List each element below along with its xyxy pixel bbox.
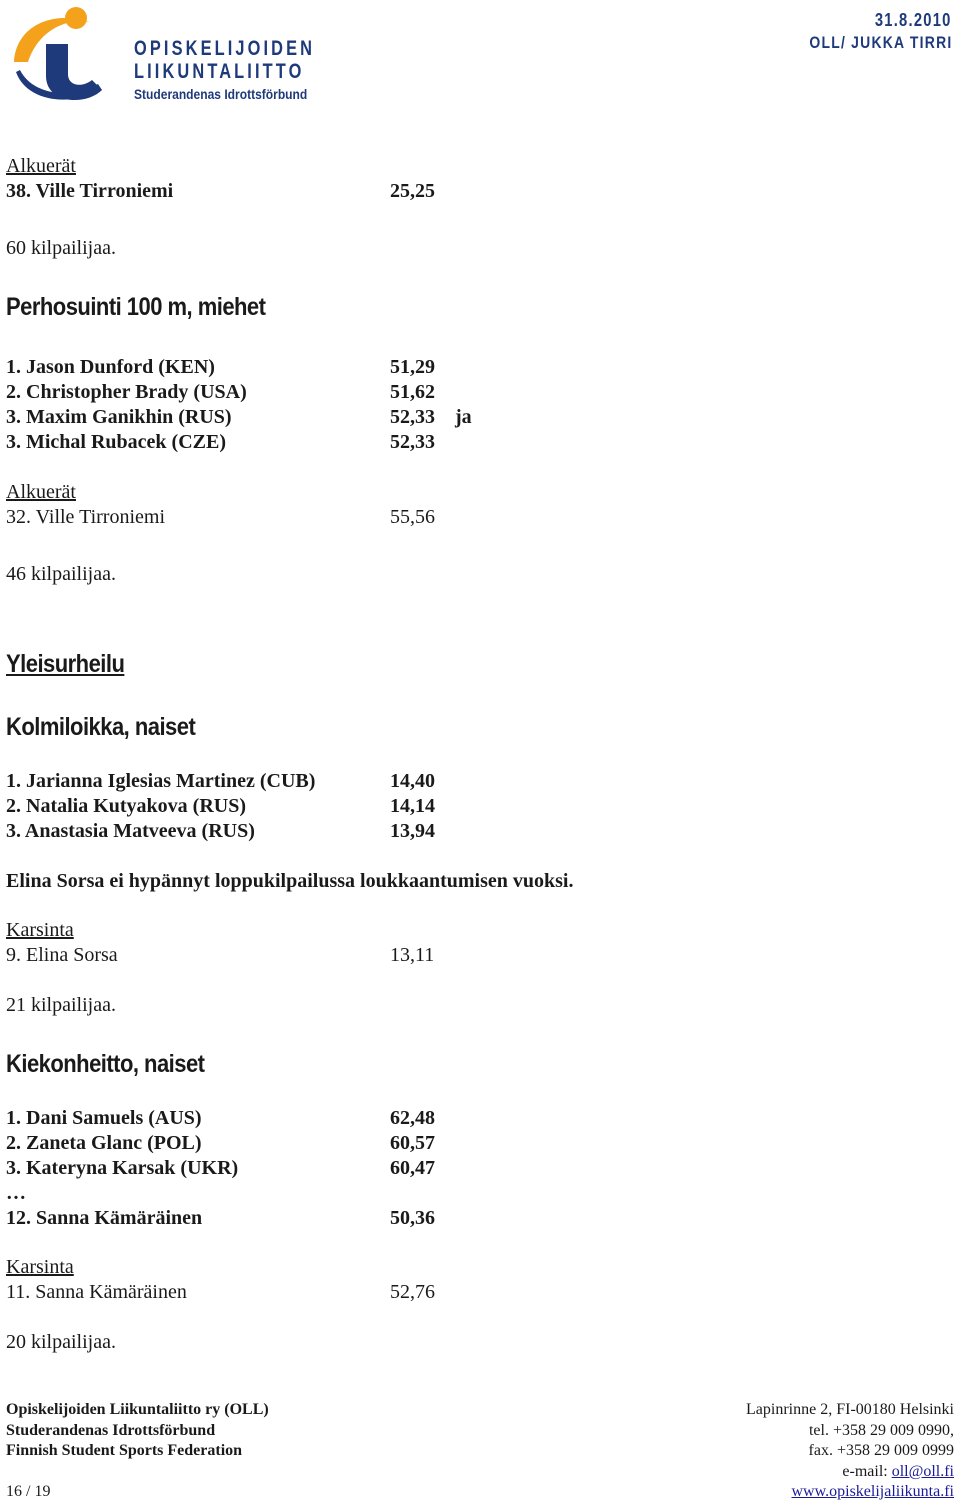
section-title: Yleisurheilu (6, 650, 125, 678)
logo-text-line2: LIIKUNTALIITTO (134, 60, 305, 83)
result-value: 50,36 (390, 1207, 435, 1229)
result-name: 3. Michal Rubacek (CZE) (6, 431, 226, 453)
result-name: 9. Elina Sorsa (6, 944, 118, 966)
participant-count: 46 kilpailijaa. (6, 563, 116, 585)
result-name: 2. Natalia Kutyakova (RUS) (6, 795, 247, 817)
result-row (6, 769, 486, 794)
footer-tel: tel. +358 29 009 0990, (808, 1422, 954, 1439)
result-row (6, 505, 486, 530)
result-row (6, 1280, 486, 1305)
heat-label: Alkuerät (6, 155, 76, 177)
footer-org-en: Finnish Student Sports Federation (6, 1442, 243, 1459)
page-number: 16 / 19 (6, 1483, 51, 1500)
result-name: 3. Maxim Ganikhin (RUS) (6, 406, 232, 428)
result-value: 25,25 (390, 180, 435, 202)
footer-email (842, 1461, 954, 1482)
result-row (6, 405, 526, 430)
result-value: 14,14 (390, 795, 435, 817)
result-value: 55,56 (390, 506, 435, 528)
result-row (6, 1156, 486, 1181)
result-row (6, 943, 486, 968)
result-value: 13,94 (390, 820, 435, 842)
result-value: 60,57 (390, 1132, 435, 1154)
footer-org-sv: Studerandenas Idrottsförbund (6, 1422, 216, 1439)
logo-text-line3: Studerandenas Idrottsförbund (134, 86, 308, 102)
footer-org-fi: Opiskelijoiden Liikuntaliitto ry (OLL) (6, 1401, 269, 1418)
footer-website (792, 1481, 955, 1502)
event-title: Perhosuinti 100 m, miehet (6, 293, 266, 321)
heat-label: Alkuerät (6, 481, 76, 503)
result-name: 32. Ville Tirroniemi (6, 506, 166, 528)
result-row (6, 819, 486, 844)
result-name: 2. Zaneta Glanc (POL) (6, 1132, 202, 1154)
result-row (6, 179, 486, 204)
result-row (6, 1106, 486, 1131)
result-name: 1. Jarianna Iglesias Martinez (CUB) (6, 770, 316, 792)
footer-fax: fax. +358 29 009 0999 (808, 1442, 954, 1459)
result-value: 14,40 (390, 770, 435, 792)
qualification-label: Karsinta (6, 1256, 74, 1278)
result-value: 13,11 (390, 944, 435, 966)
result-row (6, 380, 526, 405)
email-link[interactable]: oll@oll.fi (891, 1463, 954, 1480)
qualification-label: Karsinta (6, 919, 74, 941)
result-value: 51,62 (390, 381, 435, 403)
oll-logo-icon (6, 4, 116, 104)
result-name: 2. Christopher Brady (USA) (6, 381, 247, 403)
result-name: 3. Kateryna Karsak (UKR) (6, 1157, 239, 1179)
result-row (6, 794, 486, 819)
participant-count: 60 kilpailijaa. (6, 237, 116, 259)
ellipsis: … (6, 1182, 26, 1204)
result-value: 62,48 (390, 1107, 435, 1129)
result-name: 38. Ville Tirroniemi (6, 180, 174, 202)
event-title: Kiekonheitto, naiset (6, 1050, 205, 1078)
result-value: 60,47 (390, 1157, 435, 1179)
header-date: 31.8.2010 (875, 10, 952, 30)
result-name: 1. Jason Dunford (KEN) (6, 356, 215, 378)
result-row (6, 1206, 486, 1231)
email-prefix: e-mail: (842, 1463, 892, 1480)
header-author: OLL/ JUKKA TIRRI (808, 33, 952, 52)
event-title: Kolmiloikka, naiset (6, 713, 196, 741)
result-extra: ja (455, 406, 472, 428)
result-name: 12. Sanna Kämäräinen (6, 1207, 203, 1229)
result-value: 51,29 (390, 356, 435, 378)
result-row (6, 1131, 486, 1156)
event-note: Elina Sorsa ei hypännyt loppukilpailussa loukkaantumisen vuoksi. (6, 870, 574, 892)
footer-address: Lapinrinne 2, FI-00180 Helsinki (746, 1401, 954, 1418)
result-name: 3. Anastasia Matveeva (RUS) (6, 820, 255, 842)
result-row (6, 430, 526, 455)
result-row (6, 355, 526, 380)
result-value: 52,33 (390, 406, 435, 428)
website-link[interactable]: www.opiskelijaliikunta.fi (791, 1483, 954, 1500)
result-value: 52,33 (390, 431, 435, 453)
result-name: 11. Sanna Kämäräinen (6, 1281, 187, 1303)
participant-count: 20 kilpailijaa. (6, 1331, 116, 1353)
logo-text-line1: OPISKELIJOIDEN (134, 37, 316, 60)
participant-count: 21 kilpailijaa. (6, 994, 116, 1016)
result-value: 52,76 (390, 1281, 435, 1303)
logo (6, 4, 316, 104)
result-name: 1. Dani Samuels (AUS) (6, 1107, 202, 1129)
